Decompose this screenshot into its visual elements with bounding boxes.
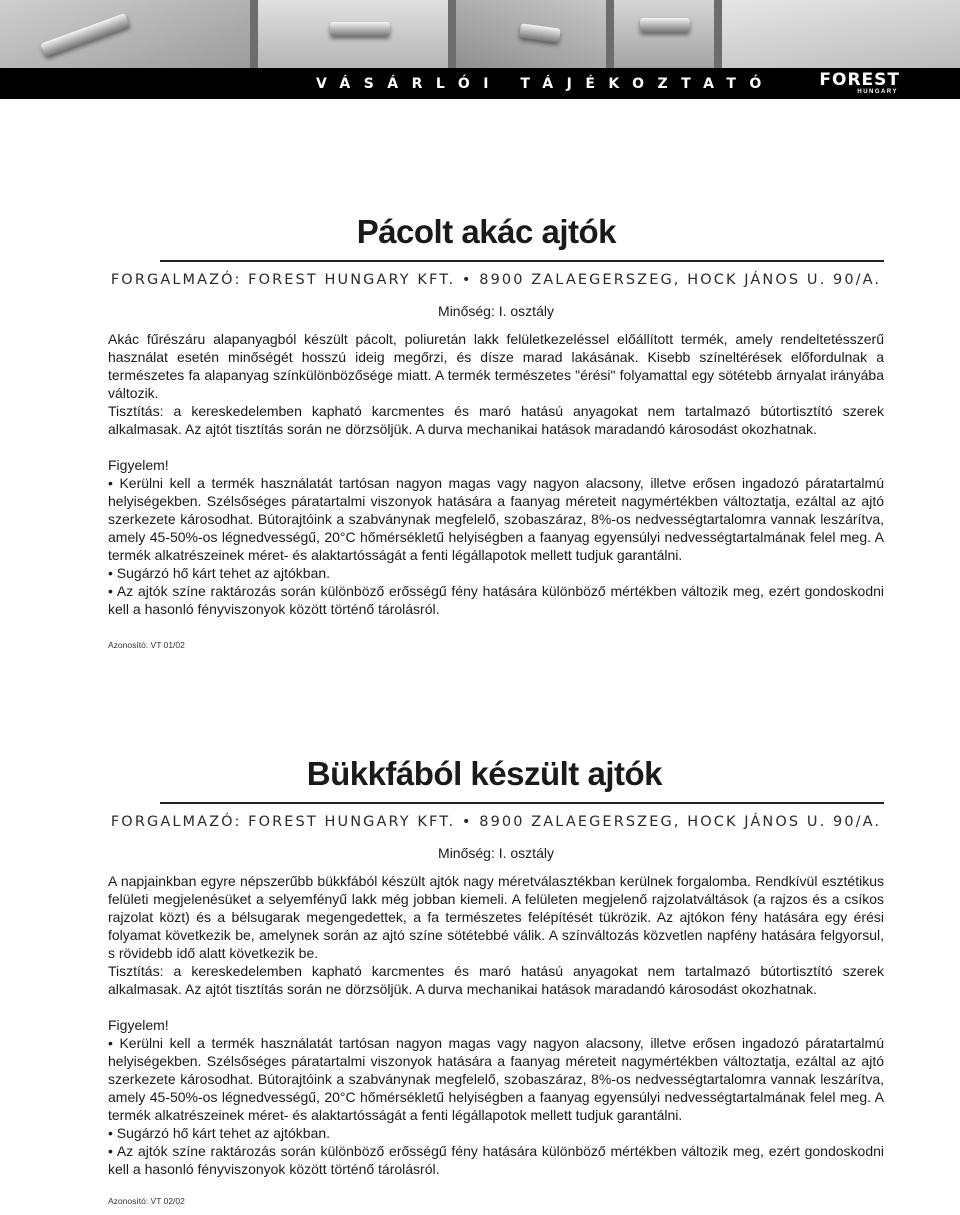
warning-item: • Az ajtók színe raktározás során különböző erősségű fény hatására különböző mértékben változik meg, ezért gondoskodni kell a hasonló fényviszonyok között történő tárolásról. [108,583,884,617]
warning-item: • Kerülni kell a termék használatát tartósan nagyon magas vagy nagyon alacsony, illetve erősen ingadozó páratartalmú helyiségekben. Szélsőséges páratartalmi viszonyok hatására a faanyag méreteit nagymértékben változtatja, ezáltal az ajtó szerkezete károsodhat. Bútorajtóink a szabványnak megfelelő, szobaszáraz, 8%-os nedvességtartalomra vannak leszárítva, amely 45-50%-os légnedvességű, 20°C hőmérsékletű helyiségben a faanyag egyensúlyi nedvességtartalmának felel meg. A termék alkatrészeinek méret- és alaktartósságát a fenti légállapotok mellett tudjuk garantálni. [108,475,884,563]
description [108,330,884,438]
warning-list [108,1034,884,1178]
cleaning-paragraph: Tisztítás: a kereskedelemben kapható karcmentes és maró hatású anyagokat nem tartalmazó bútortisztító szerek alkalmasak. Az ajtót tisztítás során ne dörzsöljük. A durva mechanikai hatások maradandó károsodást okozhatnak. [108,403,884,437]
quality-line: Minőség: I. osztály [438,845,554,861]
warning-list [108,474,884,618]
cleaning-paragraph: Tisztítás: a kereskedelemben kapható karcmentes és maró hatású anyagokat nem tartalmazó bútortisztító szerek alkalmasak. Az ajtót tisztítás során ne dörzsöljük. A durva mechanikai hatások maradandó károsodást okozhatnak. [108,963,884,997]
warning-item: • Sugárzó hő kárt tehet az ajtókban. [108,1125,331,1141]
drawer-panel [614,0,714,68]
drawer-handle [330,22,390,36]
warning-item: • Kerülni kell a termék használatát tartósan nagyon magas vagy nagyon alacsony, illetve erősen ingadozó páratartalmú helyiségekben. Szélsőséges páratartalmi viszonyok hatására a faanyag méreteit nagymértékben változtatja, ezáltal az ajtó szerkezete károsodhat. Bútorajtóink a szabványnak megfelelő, szobaszáraz, 8%-os nedvességtartalomra vannak leszárítva, amely 45-50%-os légnedvességű, 20°C hőmérsékletű helyiségben a faanyag egyensúlyi nedvességtartalmának felel meg. A termék alkatrészeinek méret- és alaktartósságát a fenti légállapotok mellett tudjuk garantálni. [108,1035,884,1123]
drawer-panel [0,0,250,68]
section-acacia-doors [108,210,884,650]
logo-wordmark [819,69,900,90]
section-beech-doors [108,752,884,1206]
distributor-line: FORGALMAZÓ: FOREST HUNGARY KFT. • 8900 ZALAEGERSZEG, HOCK JÁNOS U. 90/A. [110,814,882,830]
description [108,872,884,998]
description-paragraph: A napjainkban egyre népszerűbb bükkfából készült ajtók nagy méretválasztékban kerülnek forgalomba. Rendkívül esztétikus felületi megjelenésüket a selyemfényű lakk még jobban kiemeli. A felületen megjelenő rajzolatváltások (a rajzos és a csíkos rajzolat közt) és a bélsugarak megengedettek, a fa természetes felépítését tükrözik. Az ajtókon fény hatására egy érési folyamat következik be, amelynek során az ajtó színe sötétebbé válik. A színváltozás közvetlen napfény hatására felgyorsul, s rövidebb idő alatt következik be. [108,873,884,961]
banner-title: VÁSÁRLÓI TÁJÉKOZTATÓ [316,75,775,92]
warning-item: • Sugárzó hő kárt tehet az ajtókban. [108,565,331,581]
drawer-gap [250,0,258,68]
drawer-gap [448,0,456,68]
description-paragraph: Akác fűrészáru alapanyagból készült pácolt, poliuretán lakk felületkezeléssel előállított termék, amely rendeltetésszerű használat esetén minőségét hosszú ideig megőrzi, és dísze marad lakásának. Kisebb színeltérések előfordulnak a természetes fa alapanyag színkülönbözősége miatt. A termék természetes "érési" folyamattal egy sötétebb árnyalat irányába változik. [108,331,884,401]
title-rule [160,260,884,262]
section-title: Pácolt akác ajtók [356,213,616,250]
drawer-panel [722,0,960,68]
forest-logo [819,69,900,96]
drawer-gap [714,0,722,68]
quality-line: Minőség: I. osztály [438,303,554,319]
section-title: Bükkfából készült ajtók [306,755,662,792]
warning-item: • Az ajtók színe raktározás során különböző erősségű fény hatására különböző mértékben változik meg, ezért gondoskodni kell a hasonló fényviszonyok között történő tárolásról. [108,1143,884,1177]
document-identifier: Azonosító: VT 02/02 [108,1196,185,1206]
header-photo [0,0,960,68]
distributor-line: FORGALMAZÓ: FOREST HUNGARY KFT. • 8900 ZALAEGERSZEG, HOCK JÁNOS U. 90/A. [110,272,882,288]
drawer-handle [640,18,690,32]
header-banner [0,68,960,99]
warning-heading: Figyelem! [108,457,169,473]
title-rule [160,802,884,804]
document-identifier: Azonosító: VT 01/02 [108,640,185,650]
warning-heading: Figyelem! [108,1017,169,1033]
logo-subtext: HUNGARY [857,88,898,95]
logo-text: FOREST [819,69,900,90]
drawer-gap [606,0,614,68]
